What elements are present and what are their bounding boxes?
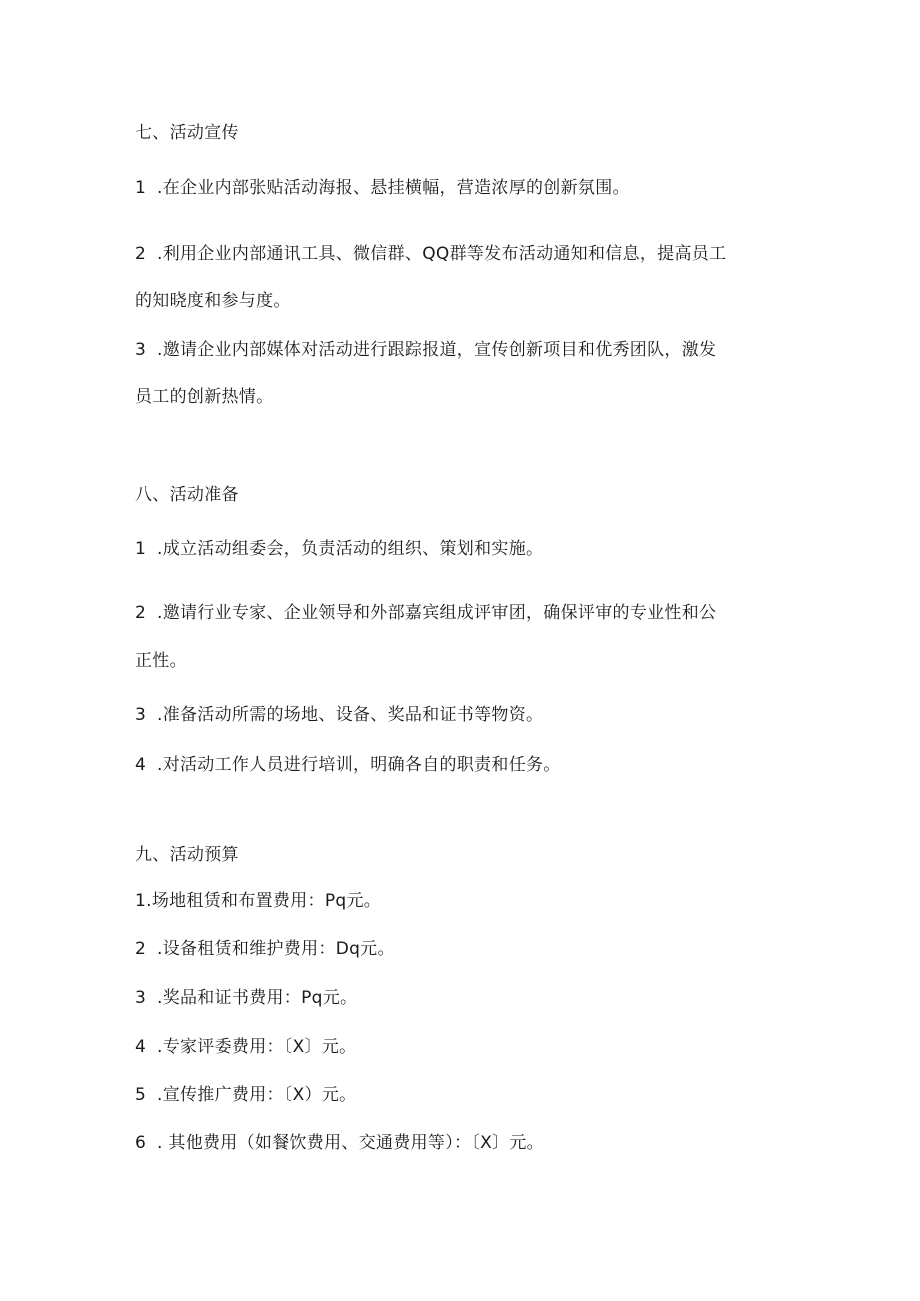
item-number: 5 <box>135 1085 147 1105</box>
list-item <box>135 890 381 912</box>
item-continuation: 正性。 <box>135 651 187 671</box>
list-item <box>135 538 543 560</box>
list-item <box>135 243 726 265</box>
item-number: 1 <box>135 891 147 911</box>
item-text: .邀请行业专家、企业领导和外部嘉宾组成评审团，确保评审的专业性和公 <box>157 603 717 623</box>
list-item <box>135 938 395 960</box>
item-text: .利用企业内部通讯工具、微信群、QQ群等发布活动通知和信息，提高员工 <box>157 244 727 264</box>
item-number: 3 <box>135 340 147 360</box>
item-number: 2 <box>135 603 147 623</box>
item-continuation: 的知晓度和参与度。 <box>135 291 291 311</box>
item-text: .设备租赁和维护费用：Dq元。 <box>157 939 395 959</box>
item-text: .在企业内部张贴活动海报、悬挂横幅，营造浓厚的创新氛围。 <box>157 178 630 198</box>
item-text: .准备活动所需的场地、设备、奖品和证书等物资。 <box>157 705 544 725</box>
item-text: . 其他费用（如餐饮费用、交通费用等）：〔X〕元。 <box>157 1133 544 1153</box>
list-item <box>135 339 716 361</box>
item-continuation: 员工的创新热情。 <box>135 387 274 407</box>
item-text: .宣传推广费用：〔X）元。 <box>157 1085 357 1105</box>
item-number: 2 <box>135 244 147 264</box>
item-number: 4 <box>135 755 147 775</box>
item-text: .邀请企业内部媒体对活动进行跟踪报道，宣传创新项目和优秀团队，激发 <box>157 340 717 360</box>
item-number: 1 <box>135 539 147 559</box>
item-number: 3 <box>135 988 147 1008</box>
list-item <box>135 1084 356 1106</box>
item-number: 4 <box>135 1037 147 1057</box>
item-number: 1 <box>135 178 147 198</box>
item-number: 2 <box>135 939 147 959</box>
section-heading-preparation: 八、活动准备 <box>135 485 239 505</box>
item-text: .场地租赁和布置费用：Pq元。 <box>146 891 382 911</box>
item-text: .对活动工作人员进行培训，明确各自的职责和任务。 <box>157 755 561 775</box>
item-number: 3 <box>135 705 147 725</box>
item-text: .成立活动组委会，负责活动的组织、策划和实施。 <box>157 539 544 559</box>
list-item <box>135 1036 356 1058</box>
list-item <box>135 704 543 726</box>
list-item <box>135 177 630 199</box>
list-item <box>135 987 357 1009</box>
section-heading-budget: 九、活动预算 <box>135 845 239 865</box>
list-item <box>135 754 561 776</box>
list-item <box>135 1132 544 1154</box>
item-number: 6 <box>135 1133 147 1153</box>
item-text: .奖品和证书费用：Pq元。 <box>157 988 358 1008</box>
item-text: .专家评委费用：〔X〕元。 <box>157 1037 357 1057</box>
list-item <box>135 602 716 624</box>
section-heading-publicity: 七、活动宣传 <box>135 123 239 143</box>
